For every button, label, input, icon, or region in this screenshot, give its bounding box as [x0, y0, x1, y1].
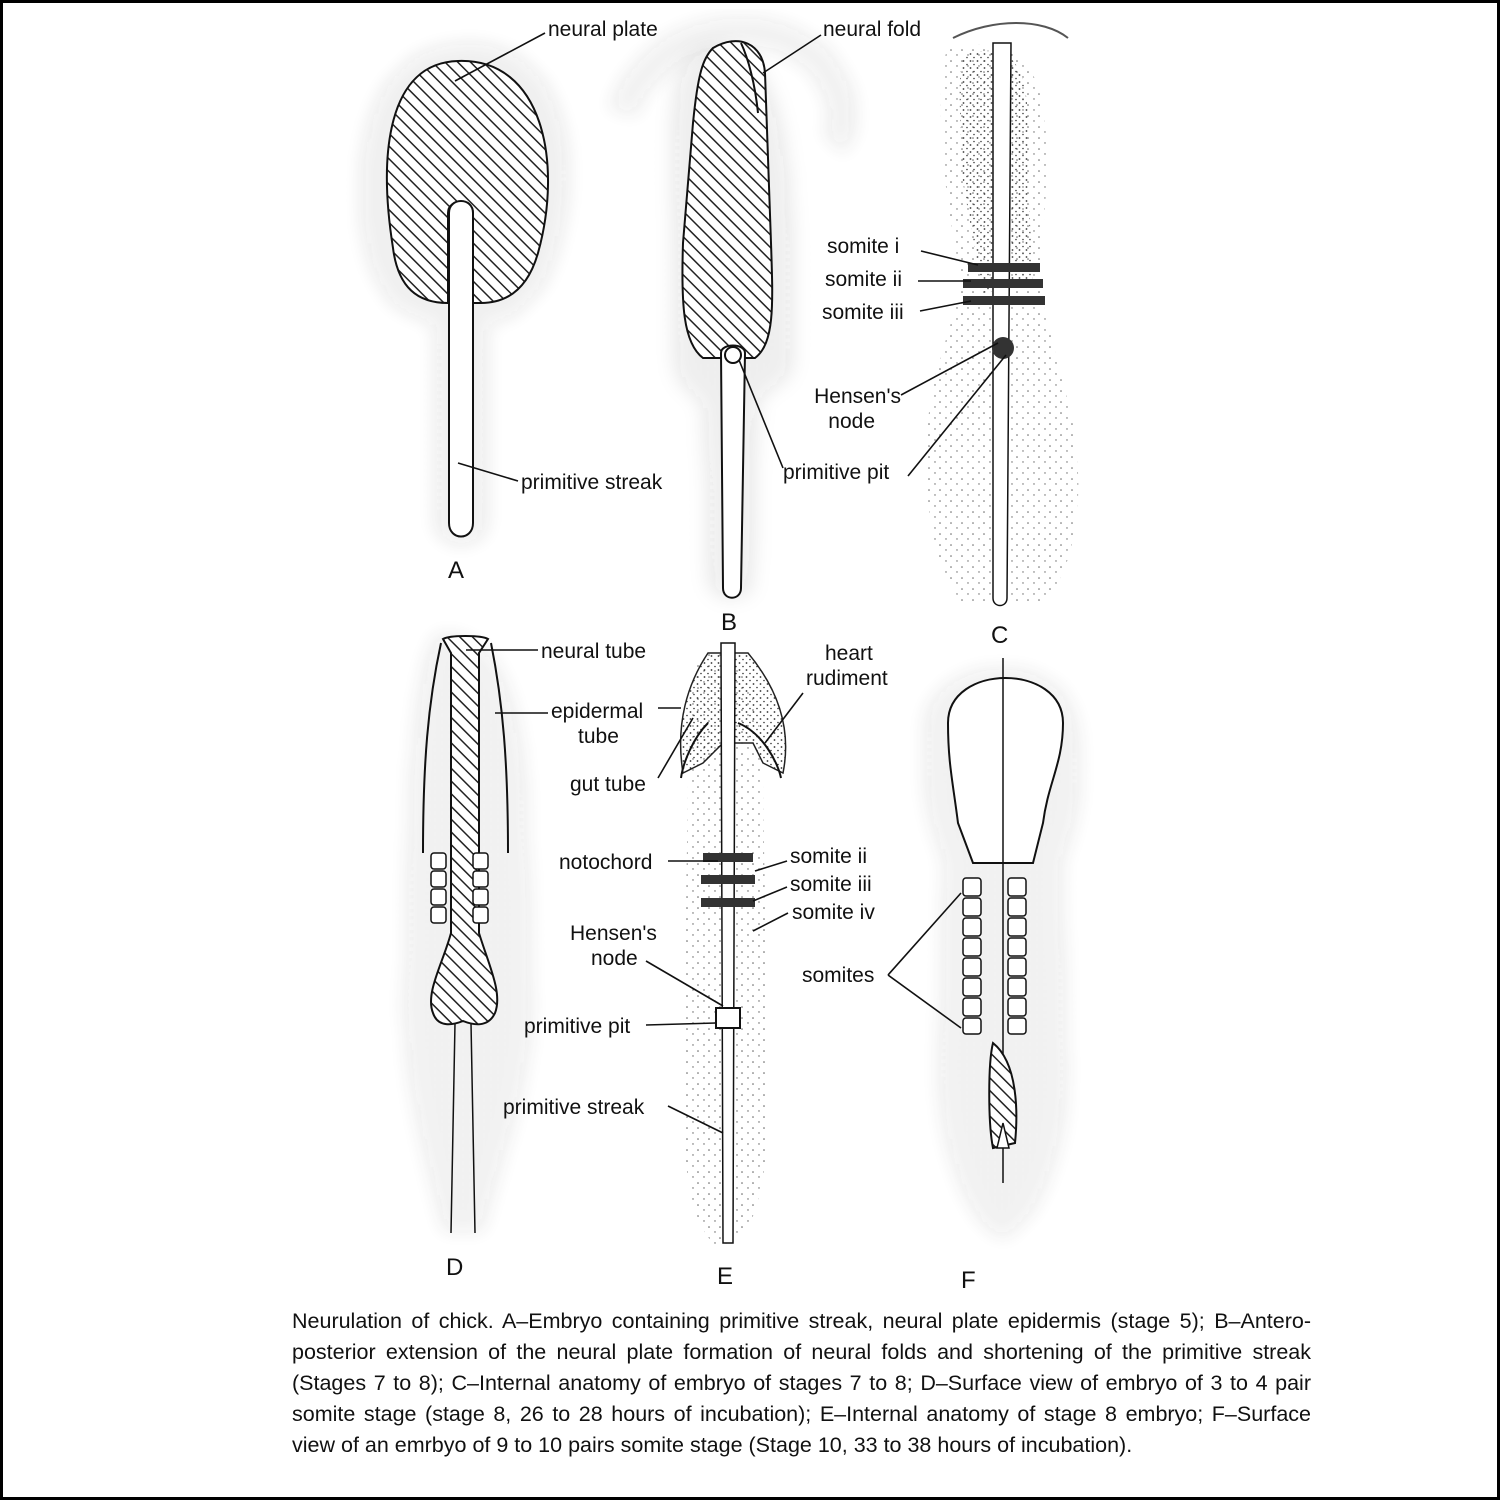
label-somites-f: somites: [802, 964, 875, 987]
label-somite-ii-c: somite ii: [825, 268, 903, 291]
label-epidermal-tube-line2: tube: [578, 725, 619, 748]
label-neural-fold: neural fold: [823, 18, 922, 41]
panel-d-drawing: [403, 633, 533, 1233]
label-heart-rudiment-line1: heart: [825, 642, 873, 665]
panel-b-drawing: [623, 31, 842, 598]
label-heart-rudiment-line2: rudiment: [806, 667, 888, 690]
label-hensens-node-c-line2: node: [828, 410, 875, 433]
panel-letter-a: A: [448, 557, 465, 584]
label-primitive-pit-e: primitive pit: [524, 1015, 631, 1038]
label-somite-i-c: somite i: [827, 235, 900, 258]
label-epidermal-tube-line1: epidermal: [551, 700, 644, 723]
figure-caption: Neurulation of chick. A–Embryo containing primitive streak, neural plate epidermis (stage 5); B–Antero-posterior extension of the neural plate formation of neural folds and shortening of the primitive streak (Stages 7 to 8); C–Internal anatomy of embryo of stages 7 to 8; D–Surface view of embryo of 3 to 4 pair somite stage (stage 8, 26 to 28 hours of incubation); E–Internal anatomy of stage 8 embryo; F–Surface view of an emrbyo of 9 to 10 pairs somite stage (Stage 10, 33 to 38 hours of incubation).: [292, 1309, 1311, 1457]
label-hensens-node-e-line1: Hensen's: [570, 922, 657, 945]
panel-letter-e: E: [717, 1263, 734, 1290]
panel-letter-d: D: [446, 1254, 464, 1281]
panel-letter-f: F: [961, 1267, 976, 1294]
panel-letter-c: C: [991, 622, 1009, 649]
label-hensens-node-e-line2: node: [591, 947, 638, 970]
label-somite-iii-e: somite iii: [790, 873, 872, 896]
label-primitive-streak-a: primitive streak: [521, 471, 663, 494]
panel-letter-b: B: [721, 609, 738, 636]
label-gut-tube: gut tube: [570, 773, 646, 796]
label-somite-iii-c: somite iii: [822, 301, 904, 324]
panel-c-drawing: [926, 23, 1078, 606]
panel-e-drawing: [681, 643, 786, 1248]
label-hensens-node-c-line1: Hensen's: [814, 385, 901, 408]
panel-f-drawing: [922, 658, 1081, 1238]
label-primitive-pit-c: primitive pit: [783, 461, 890, 484]
label-somite-ii-e: somite ii: [790, 845, 868, 868]
label-primitive-streak-e: primitive streak: [503, 1096, 645, 1119]
label-notochord: notochord: [559, 851, 653, 874]
label-somite-iv-e: somite iv: [792, 901, 875, 924]
neurulation-figure: [3, 3, 1500, 1503]
label-neural-plate: neural plate: [548, 18, 658, 41]
label-neural-tube: neural tube: [541, 640, 647, 663]
